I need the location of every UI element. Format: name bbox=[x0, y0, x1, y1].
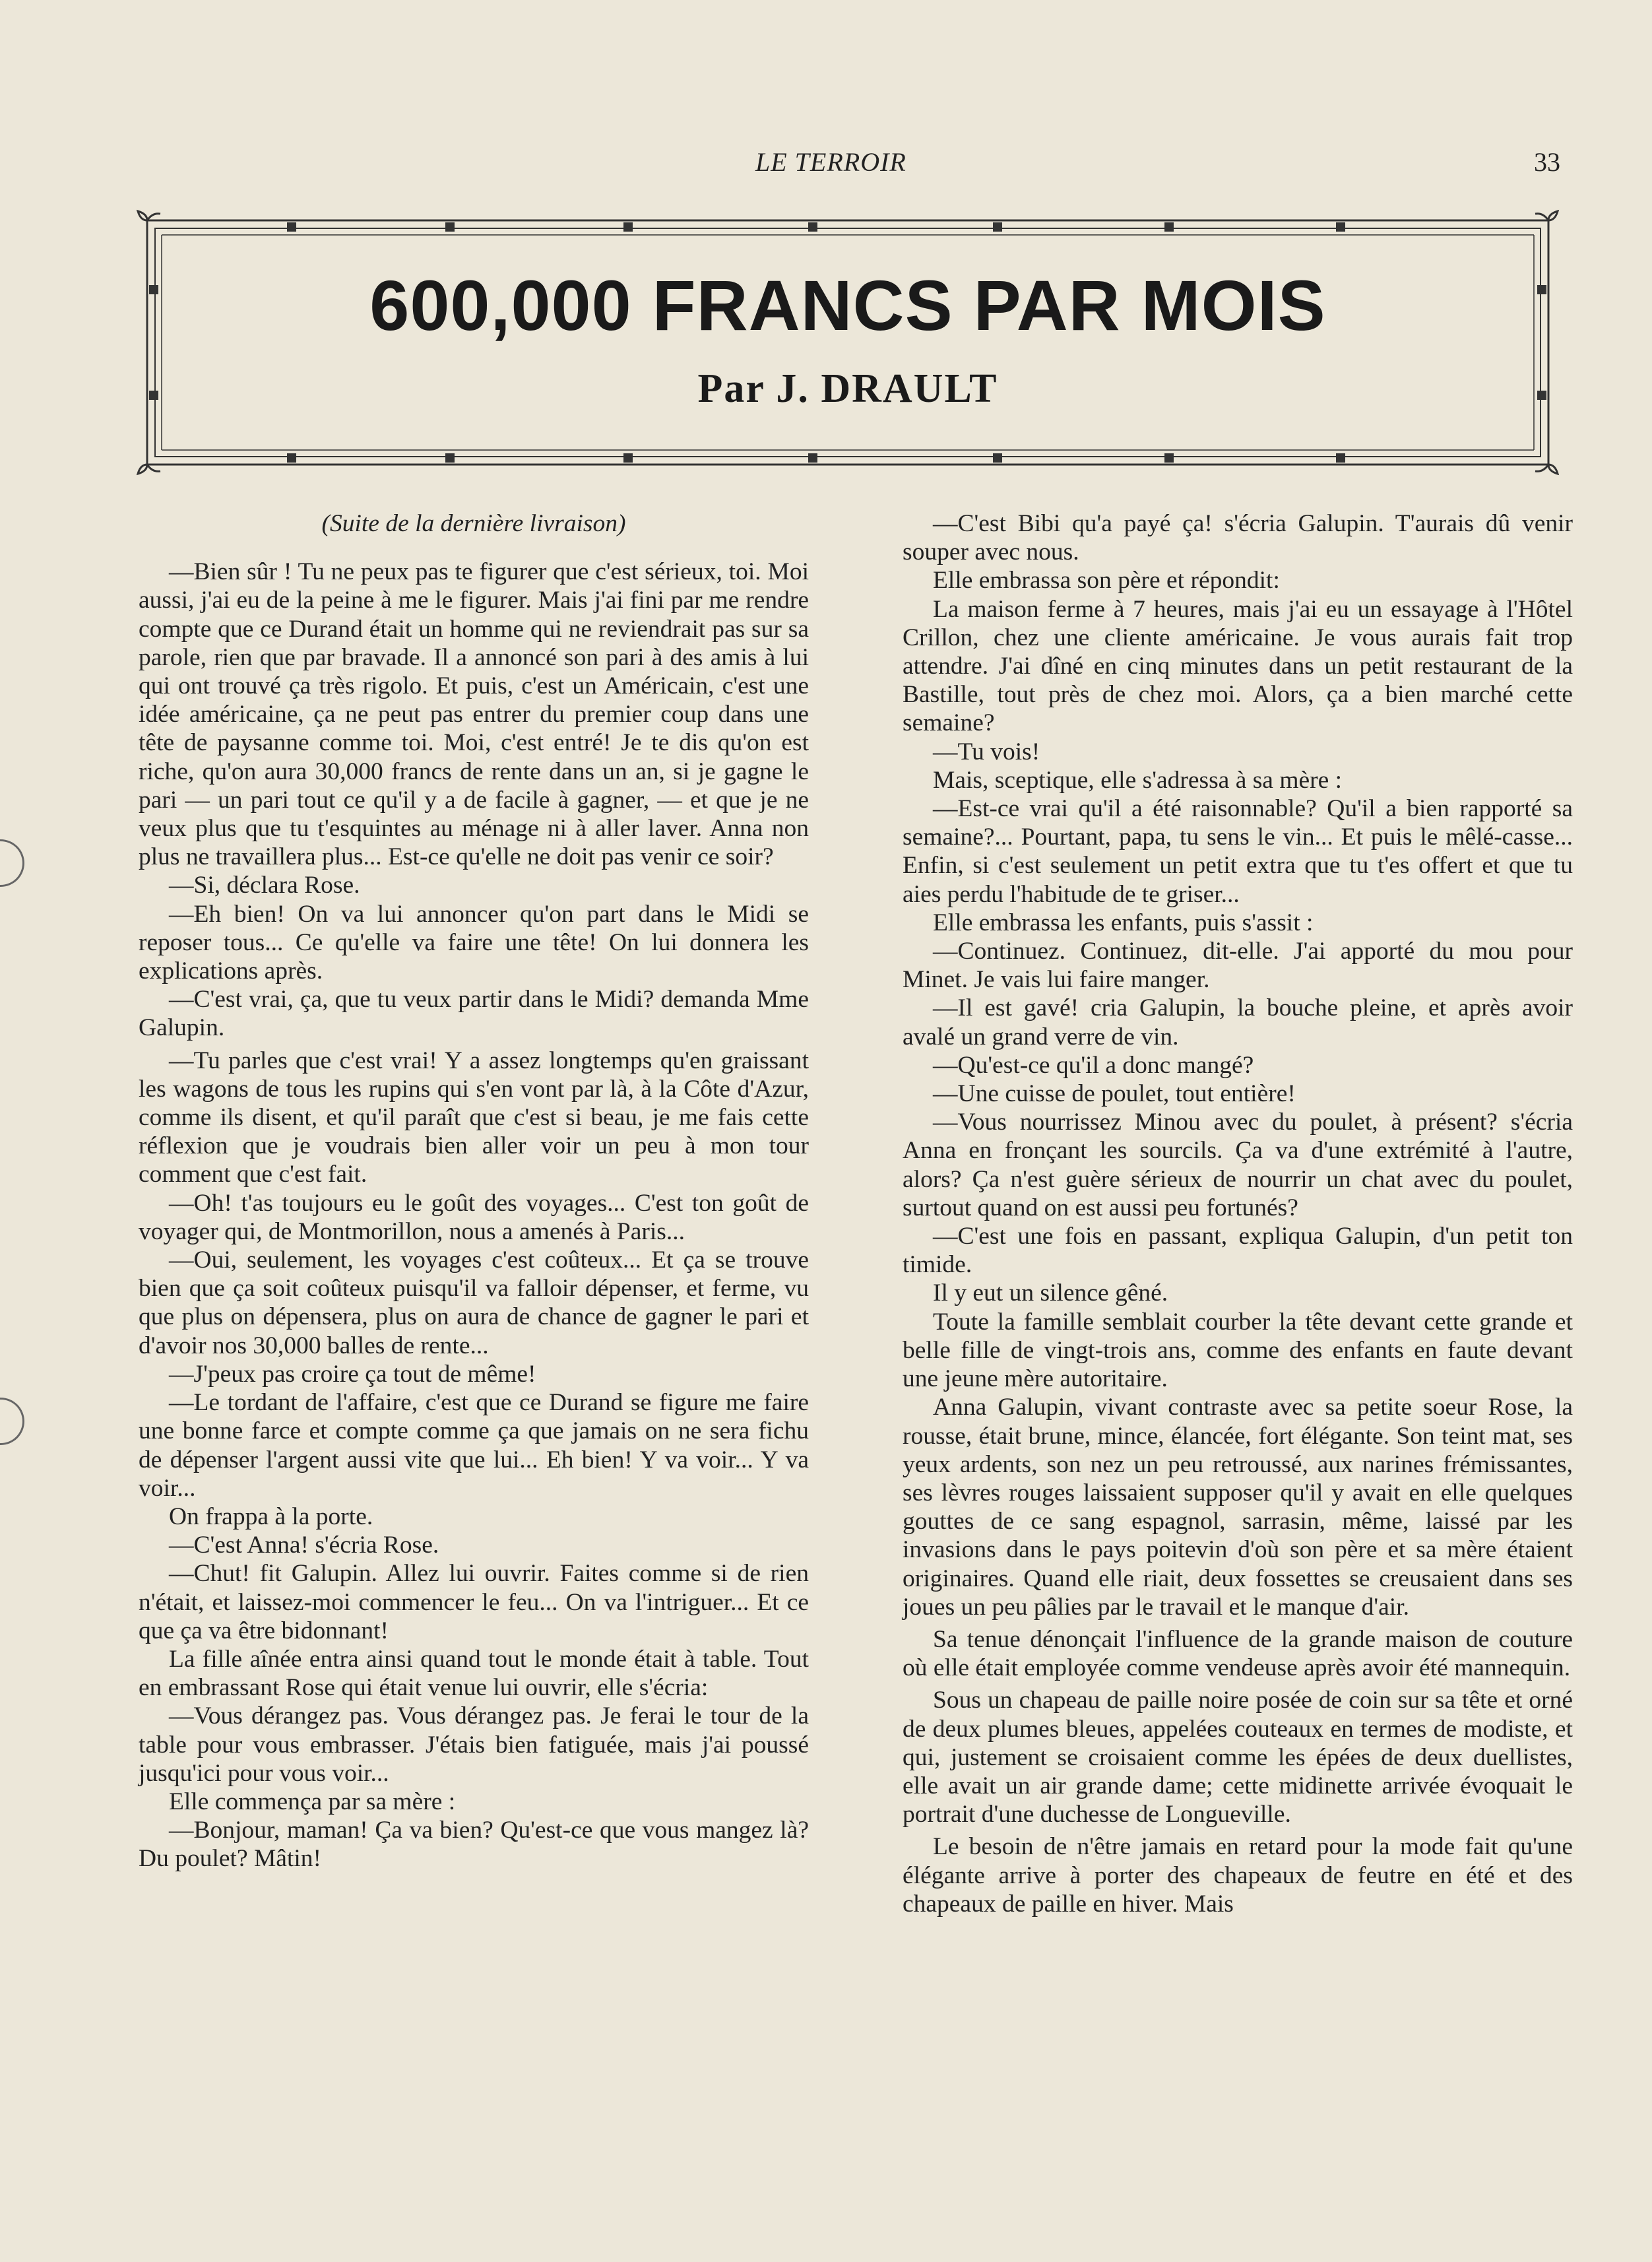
paragraph: Elle embrassa son père et répondit: bbox=[933, 567, 1280, 595]
paragraph: Mais, sceptique, elle s'adressa à sa mère : bbox=[933, 766, 1343, 794]
paragraph: Sa tenue dénonçait l'influence de la grande maison de couture où elle était employée comme vendeuse après avoir été mannequin. bbox=[903, 1625, 1573, 1682]
paragraph: Il y eut un silence gêné. bbox=[933, 1279, 1168, 1307]
paragraph: —Vous nourrissez Minou avec du poulet, à présent? s'écria Anna en fronçant les sourcils. Ça va d'une extrémité à l'autre, alors? Ça n'est guère sérieux de nourrir un chat avec du poulet, surtout quand on est aussi peu fortunés? bbox=[903, 1109, 1573, 1221]
paragraph: —Vous dérangez pas. Vous dérangez pas. Je ferai le tour de la table pour vous embrasser. J'étais bien fatiguée, mais j'ai poussé jusqu'ici pour vous voir... bbox=[139, 1702, 809, 1787]
paragraph: Le besoin de n'être jamais en retard pour la mode fait qu'une élégante arrive à porter des chapeaux de feutre en été et des chapeaux de paille en hiver. Mais bbox=[903, 1833, 1573, 1918]
title-box bbox=[135, 206, 1560, 479]
paragraph: —Chut! fit Galupin. Allez lui ouvrir. Faites comme si de rien n'était, et laissez-moi commencer le feu... On va l'intriguer... Et ce que ça va être bidonnant! bbox=[139, 1560, 809, 1644]
paragraph: —C'est vrai, ça, que tu veux partir dans le Midi? demanda Mme Galupin. bbox=[139, 986, 809, 1042]
paragraph: —Tu vois! bbox=[933, 738, 1040, 765]
paragraph: Toute la famille semblait courber la tête devant cette grande et belle fille de vingt-trois ans, comme des enfants en faute devant une jeune mère autoritaire. bbox=[903, 1308, 1573, 1393]
paragraph: —C'est une fois en passant, expliqua Galupin, d'un petit ton timide. bbox=[903, 1223, 1573, 1279]
paragraph: —Bonjour, maman! Ça va bien? Qu'est-ce que vous mangez là? Du poulet? Mâtin! bbox=[139, 1817, 809, 1873]
paragraph: —Bien sûr ! Tu ne peux pas te figurer que c'est sérieux, toi. Moi aussi, j'ai eu de la peine à me le figurer. Mais j'ai fini par me rendre compte que ce Durand était un homme qui ne reviendrait pas sur sa parole, rien que par bravade. Il a annoncé son pari à des amis à lui qui ont trouvé ça très rigolo. Et puis, c'est un Américain, c'est une idée américaine, ça ne peut pas entrer du premier coup dans une tête de paysanne comme toi. Moi, c'est entré! Je te dis qu'on est riche, qu'on aura 30,000 francs de rente dans un an, si je gagne le pari — un pari tout ce qu'il y a de facile à gagner, — et que je ne veux plus que tu t'esquintes au ménage ni à aller laver. Anna non plus ne travaillera plus... Est-ce qu'elle ne doit pas venir ce soir? bbox=[139, 558, 809, 871]
binding-hole-mark bbox=[0, 839, 24, 887]
paragraph: La fille aînée entra ainsi quand tout le monde était à table. Tout en embrassant Rose qui était venue lui ouvrir, elle s'écria: bbox=[139, 1645, 809, 1702]
paragraph: La maison ferme à 7 heures, mais j'ai eu un essayage à l'Hôtel Crillon, chez une cliente américaine. Je vous aurais fait trop attendre. J'ai dîné en cinq minutes dans un petit restaurant de la Bastille, tout près de chez moi. Alors, ça a bien marché cette semaine? bbox=[903, 595, 1573, 737]
continuation-note: (Suite de la dernière livraison) bbox=[321, 510, 626, 537]
paragraph: —Eh bien! On va lui annoncer qu'on part dans le Midi se reposer tous... Ce qu'elle va faire une tête! On lui donnera les explications après. bbox=[139, 900, 809, 985]
paragraph: —C'est Anna! s'écria Rose. bbox=[169, 1532, 439, 1559]
right-column bbox=[903, 509, 1573, 1918]
binding-hole-mark bbox=[0, 1398, 24, 1445]
paragraph: On frappa à la porte. bbox=[169, 1503, 373, 1530]
left-column bbox=[139, 509, 809, 1873]
paragraph: —Qu'est-ce qu'il a donc mangé? bbox=[933, 1051, 1254, 1079]
paragraph: —Continuez. Continuez, dit-elle. J'ai apporté du mou pour Minet. Je vais lui faire manger. bbox=[903, 938, 1573, 994]
paragraph: Elle embrassa les enfants, puis s'assit : bbox=[933, 909, 1314, 936]
paragraph: Elle commença par sa mère : bbox=[169, 1788, 456, 1815]
paragraph: Sous un chapeau de paille noire posée de coin sur sa tête et orné de deux plumes bleues, appelées couteaux en termes de modiste, et qui, justement se croisaient comme les épées de deux duellistes, elle avait un air grande dame; cette midinette arrivée évoquait le portrait d'une duchesse de Longueville. bbox=[903, 1687, 1573, 1828]
paragraph: —Oui, seulement, les voyages c'est coûteux... Et ça se trouve bien que ça soit coûteux puisqu'il va falloir dépenser, et ferme, vu que plus on dépensera, plus on aura de chance de gagner le pari et d'avoir nos 30,000 balles de rente... bbox=[139, 1246, 809, 1359]
paragraph: —C'est Bibi qu'a payé ça! s'écria Galupin. T'aurais dû venir souper avec nous. bbox=[903, 510, 1573, 566]
paragraph: —Une cuisse de poulet, tout entière! bbox=[933, 1080, 1296, 1108]
paragraph: —Le tordant de l'affaire, c'est que ce Durand se figure me faire une bonne farce et compte comme ça que jamais on ne sera fichu de dépenser l'argent aussi vite que lui... Eh bien! Y va voir... Y va voir... bbox=[139, 1389, 809, 1502]
article-byline: Par J. DRAULT bbox=[697, 366, 998, 411]
paragraph: Anna Galupin, vivant contraste avec sa petite soeur Rose, la rousse, était brune, mince, élancée, fort élégante. Son teint mat, ses yeux ardents, son nez un peu retroussé, aux narines frémissantes, ses lèvres rouges laissaient supposer qu'il y avait en elle quelques gouttes de ce sang espagnol, sarrasin, même, laissé par les invasions dans le pays poitevin d'où son père et sa mère étaient originaires. Quand elle riait, deux fossettes se creusaient dans ses joues un peu pâlies par le travail et le manque d'air. bbox=[903, 1394, 1573, 1621]
paragraph: —Si, déclara Rose. bbox=[169, 872, 360, 899]
paragraph: —J'peux pas croire ça tout de même! bbox=[169, 1360, 536, 1388]
paragraph: —Il est gavé! cria Galupin, la bouche pleine, et après avoir avalé un grand verre de vin. bbox=[903, 994, 1573, 1050]
paragraph: —Oh! t'as toujours eu le goût des voyages... C'est ton goût de voyager qui, de Montmorillon, nous a amenés à Paris... bbox=[139, 1189, 809, 1245]
paragraph: —Est-ce vrai qu'il a été raisonnable? Qu'il a bien rapporté sa semaine?... Pourtant, papa, tu sens le vin... Et puis le mêlé-casse... Enfin, si c'est seulement un petit extra que tu t'es offert et que tu aies perdu l'habitude de te griser... bbox=[903, 795, 1573, 908]
running-title: LE TERROIR bbox=[755, 147, 906, 177]
page-number: 33 bbox=[1534, 147, 1560, 177]
paragraph: —Tu parles que c'est vrai! Y a assez longtemps qu'en graissant les wagons de tous les rupins qui s'en vont par là, à la Côte d'Azur, comme ils disent, et qu'il paraît que c'est si beau, je me fais cette réflexion que je voudrais bien aller voir un peu à mon tour comment que c'est fait. bbox=[139, 1047, 809, 1188]
article-title: 600,000 FRANCS PAR MOIS bbox=[369, 265, 1326, 345]
